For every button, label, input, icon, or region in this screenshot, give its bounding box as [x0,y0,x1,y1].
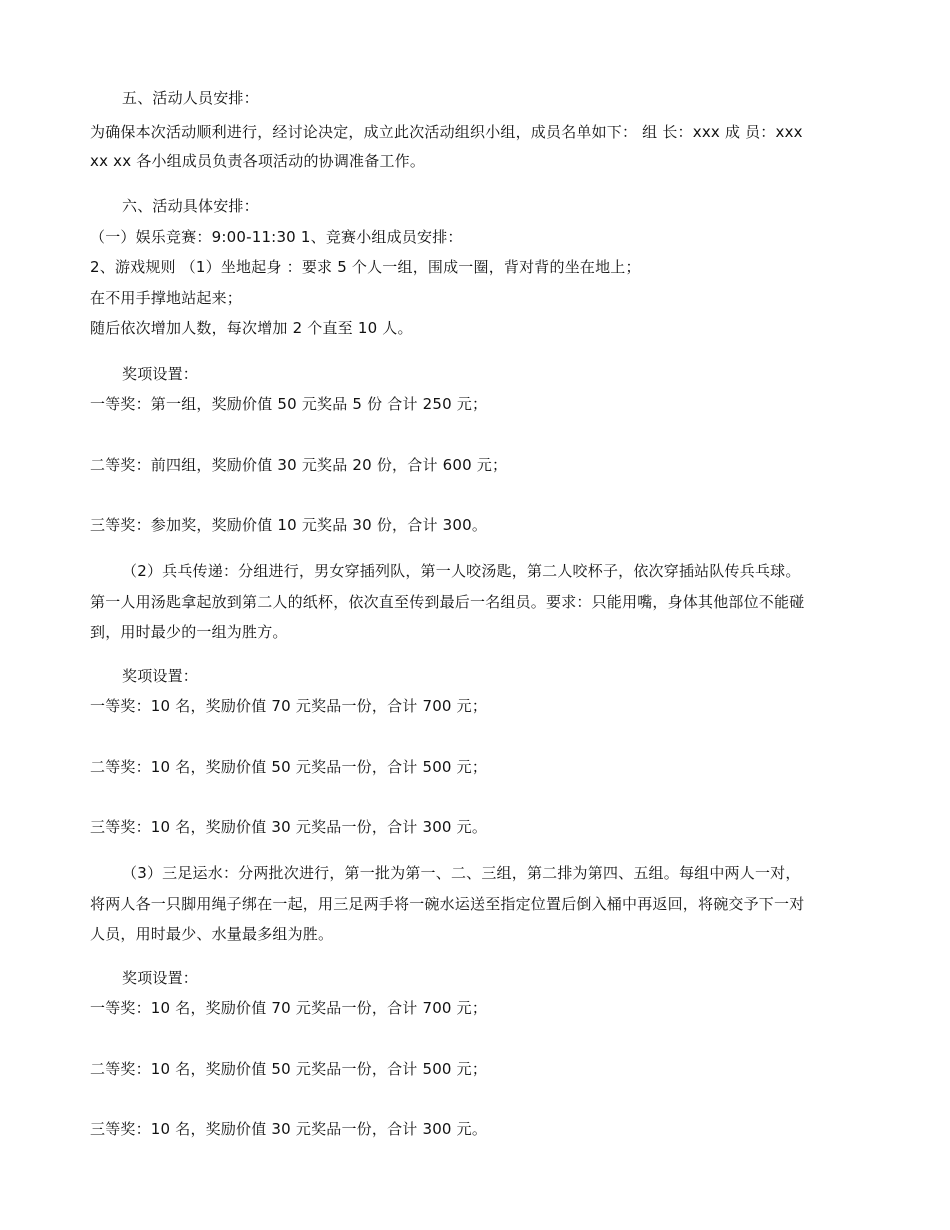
section-heading-personnel: 五、活动人员安排： [122,89,259,107]
award-line: 三等奖：10 名，奖励价值 30 元奖品一份，合计 300 元。 [90,818,488,836]
award-heading: 奖项设置： [122,667,199,685]
paragraph-line: 将两人各一只脚用绳子绑在一起，用三足两手将一碗水运送至指定位置后倒入桶中再返回，将碗交予下一对 [90,895,805,913]
award-heading: 奖项设置： [122,365,199,383]
paragraph-line: 随后依次增加人数，每次增加 2 个直至 10 人。 [90,319,413,337]
award-line: 二等奖：10 名，奖励价值 50 元奖品一份，合计 500 元； [90,1060,488,1078]
paragraph-line: （3）三足运水：分两批次进行，第一批为第一、二、三组，第二排为第四、五组。每组中两人一对， [122,864,801,882]
paragraph-line: （2）兵乓传递：分组进行，男女穿插列队，第一人咬汤匙，第二人咬杯子，依次穿插站队传兵乓球。 [122,562,801,580]
award-line: 一等奖：10 名，奖励价值 70 元奖品一份，合计 700 元； [90,999,488,1017]
paragraph-line: 为确保本次活动顺利进行，经讨论决定，成立此次活动组织小组，成员名单如下： 组 长：xxx 成 员：xxx [90,123,803,141]
award-line: 二等奖：10 名，奖励价值 50 元奖品一份，合计 500 元； [90,758,488,776]
award-line: 二等奖：前四组，奖励价值 30 元奖品 20 份，合计 600 元； [90,456,508,474]
award-heading: 奖项设置： [122,969,199,987]
paragraph-line: （一）娱乐竞赛：9:00-11:30 1、竞赛小组成员安排： [90,228,463,246]
award-line: 一等奖：第一组，奖励价值 50 元奖品 5 份 合计 250 元； [90,395,488,413]
paragraph-line: 到，用时最少的一组为胜方。 [90,623,288,641]
paragraph-line: 2、游戏规则 （1）坐地起身 ：要求 5 个人一组，围成一圈，背对背的坐在地上； [90,258,641,276]
paragraph-line: 在不用手撑地站起来； [90,289,243,307]
award-line: 三等奖：10 名，奖励价值 30 元奖品一份，合计 300 元。 [90,1120,488,1138]
section-heading-schedule: 六、活动具体安排： [122,197,259,215]
paragraph-line: 人员，用时最少、水量最多组为胜。 [90,925,334,943]
paragraph-line: xx xx 各小组成员负责各项活动的协调准备工作。 [90,152,426,170]
award-line: 三等奖：参加奖，奖励价值 10 元奖品 30 份，合计 300。 [90,516,488,534]
paragraph-line: 第一人用汤匙拿起放到第二人的纸杯，依次直至传到最后一名组员。要求：只能用嘴，身体其他部位不能碰 [90,593,805,611]
award-line: 一等奖：10 名，奖励价值 70 元奖品一份，合计 700 元； [90,697,488,715]
